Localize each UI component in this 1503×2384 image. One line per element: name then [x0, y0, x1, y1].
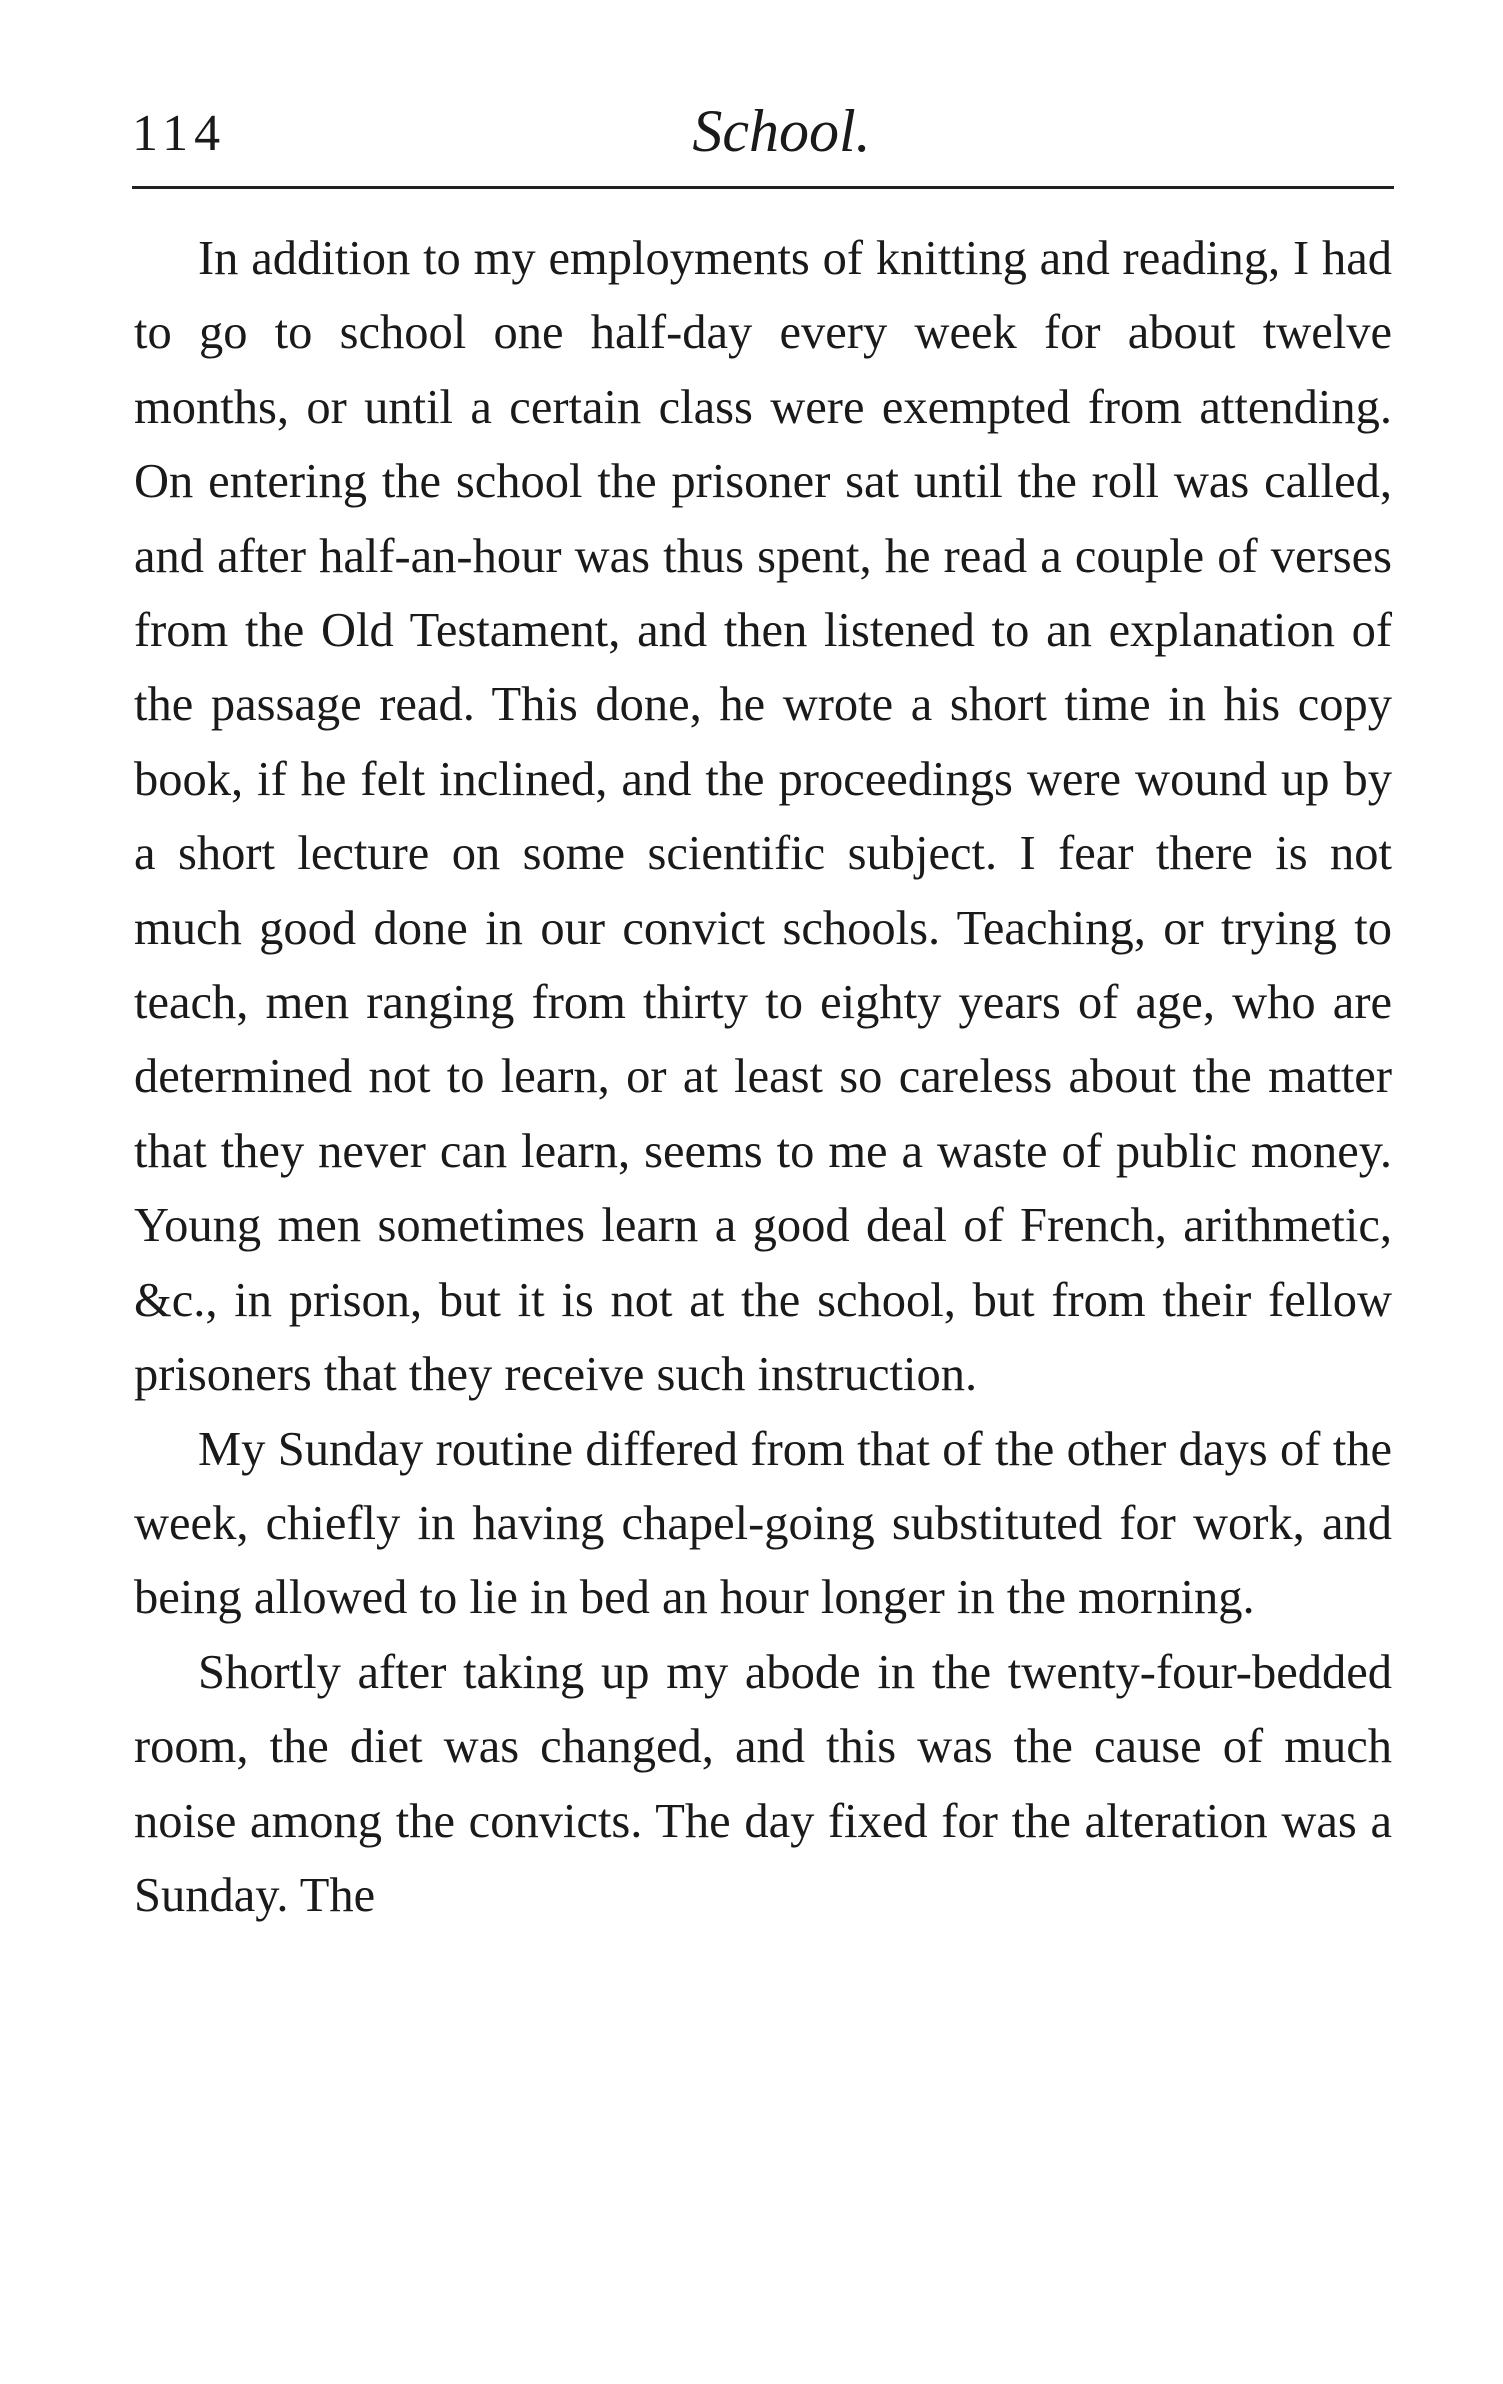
- paragraph-diet-change: Shortly after taking up my abode in the twenty-four-bedded room, the diet was changed, and this was the cause of much noise among the convicts. The day fixed for the alteration was a Sunday. The: [134, 1645, 1392, 1922]
- paragraph-sunday-routine: My Sunday routine differed from that of the other days of the week, chiefly in having chapel-going substituted for work, and being allowed to lie in bed an hour longer in the morning.: [134, 1422, 1392, 1625]
- page-number: 114: [132, 105, 227, 162]
- running-title: School.: [692, 98, 871, 164]
- header-rule: [132, 186, 1394, 189]
- paragraph-school: In addition to my employments of knitting and reading, I had to go to school one half-day every week for about twelve months, or until a certain class were exempted from attending. On entering the school the prisoner sat until the roll was called, and after half-an-hour was thus spent, he read a couple of verses from the Old Testament, and then listened to an explanation of the passage read. This done, he wrote a short time in his copy book, if he felt inclined, and the proceedings were wound up by a short lecture on some scientific subject. I fear there is not much good done in our convict schools. Teaching, or trying to teach, men ranging from thirty to eighty years of age, who are determined not to learn, or at least so careless about the matter that they never can learn, seems to me a waste of public money. Young men sometimes learn a good deal of French, arithmetic, &c., in prison, but it is not at the school, but from their fellow prisoners that they receive such instruction.: [134, 232, 1392, 1402]
- body-text: [134, 222, 1392, 1933]
